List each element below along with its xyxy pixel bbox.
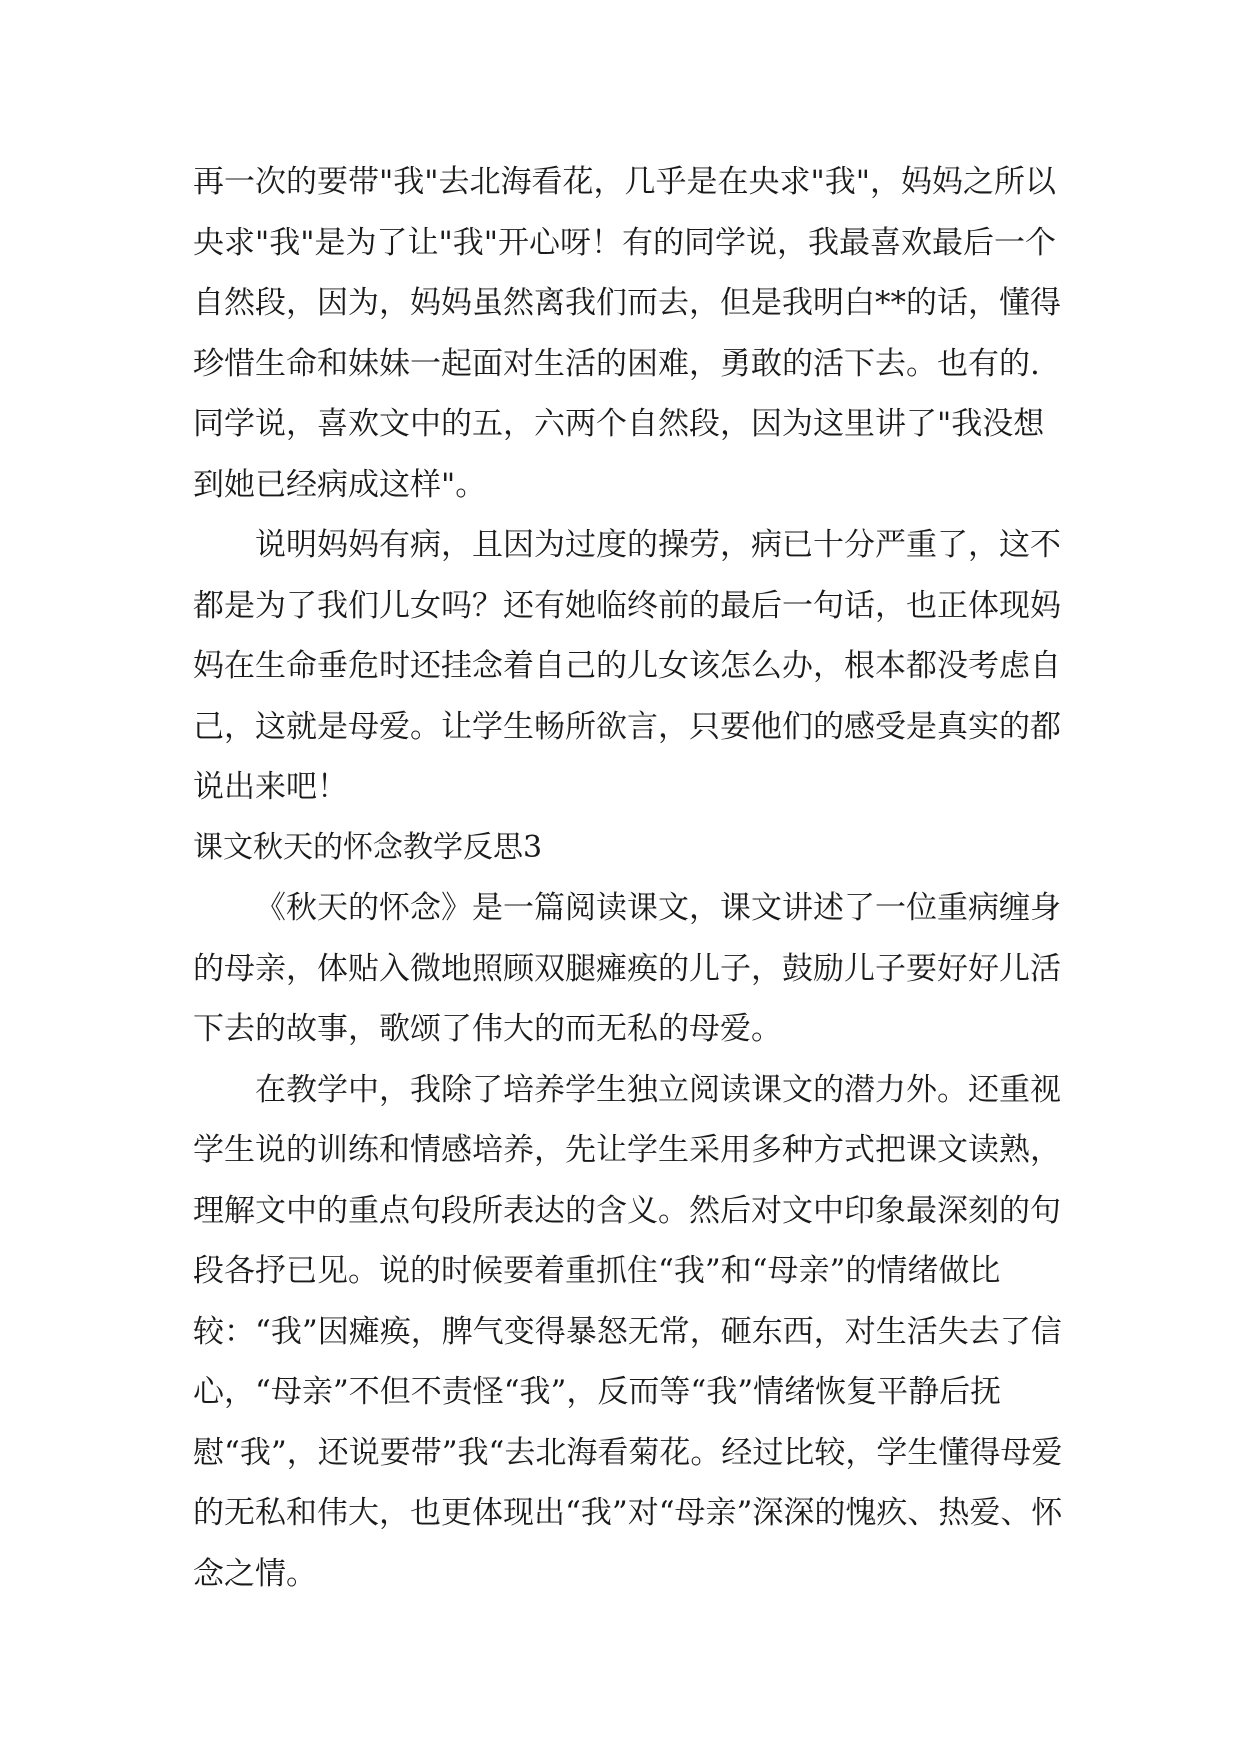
paragraph-3: 《秋天的怀念》是一篇阅读课文，课文讲述了一位重病缠身的母亲，体贴入微地照顾双腿瘫痪的儿子，鼓励儿子要好好儿活下去的故事，歌颂了伟大的而无私的母爱。 <box>193 890 1061 1047</box>
section-title: 课文秋天的怀念教学反思3 <box>193 829 543 865</box>
paragraph-4: 在教学中，我除了培养学生独立阅读课文的潜力外。还重视学生说的训练和情感培养，先让学生采用多种方式把课文读熟，理解文中的重点句段所表达的含义。然后对文中印象最深刻的句段各抒已见。说的时候要着重抓住“我”和“母亲”的情绪做比较：“我”因瘫痪，脾气变得暴怒无常，砸东西，对生活失去了信心，“母亲”不但不责怪“我”，反而等“我”情绪恢复平静后抚慰“我”，还说要带”我“去北海看菊花。经过比较，学生懂得母爱的无私和伟大，也更体现出“我”对“母亲”深深的愧疚、热爱、怀念之情。 <box>193 1071 1063 1592</box>
paragraph-2: 说明妈妈有病，且因为过度的操劳，病已十分严重了，这不都是为了我们儿女吗？还有她临终前的最后一句话，也正体现妈妈在生命垂危时还挂念着自己的儿女该怎么办，根本都没考虑自己，这就是母爱。让学生畅所欲言，只要他们的感受是真实的都说出来吧！ <box>193 527 1061 805</box>
paragraph-1: 再一次的要带"我"去北海看花，几乎是在央求"我"，妈妈之所以央求"我"是为了让"我"开心呀！有的同学说，我最喜欢最后一个自然段，因为，妈妈虽然离我们而去，但是我明白**的话，懂得珍惜生命和妹妹一起面对生活的困难，勇敢的活下去。也有的.同学说，喜欢文中的五，六两个自然段，因为这里讲了"我没想到她已经病成这样"。 <box>193 164 1061 503</box>
document-body <box>193 152 1063 1604</box>
